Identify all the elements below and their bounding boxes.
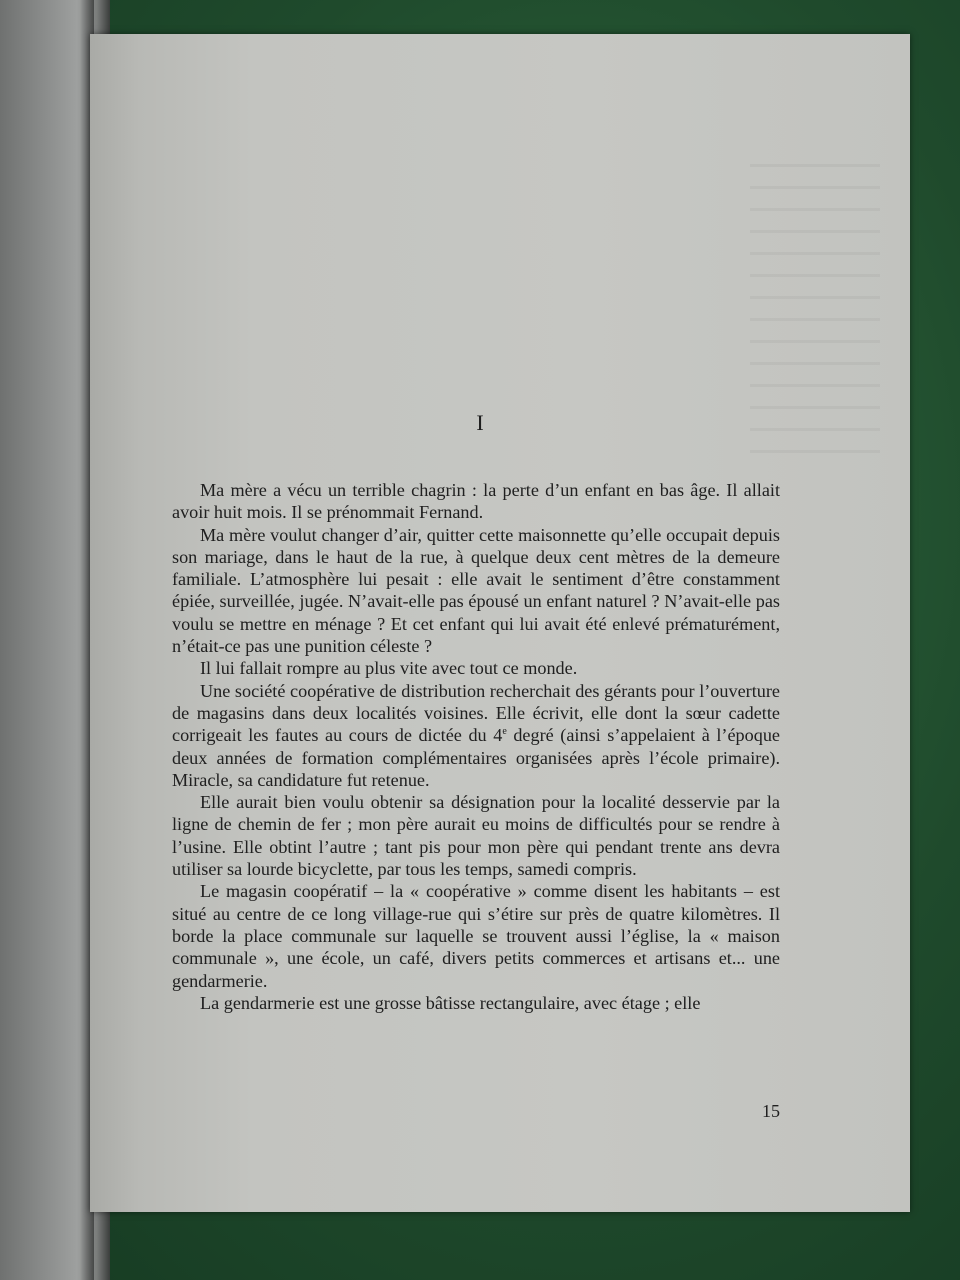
chapter-number: I xyxy=(476,410,484,435)
page-number: 15 xyxy=(762,1101,780,1121)
ordinal-superscript: e xyxy=(502,726,507,738)
body-text xyxy=(172,479,780,1014)
paragraph xyxy=(172,680,780,791)
paragraph: Elle aurait bien voulu obtenir sa désignation pour la localité desservie par la ligne de chemin de fer ; mon père aurait eu moins de difficultés pour se rendre à l’usine. Elle obtint l’autre ; tant pis pour mon père qui pendant trente ans devra utiliser sa lourde bicyclette, par tous les temps, samedi compris. xyxy=(172,792,780,880)
paragraph-text: degré (ainsi s’appelaient à l’époque deux années de formation complémentaires organisées après l’école primaire). Miracle, sa candidature fut retenue. xyxy=(172,725,780,790)
paragraph: Ma mère voulut changer d’air, quitter cette maisonnette qu’elle occupait depuis son mariage, dans le haut de la rue, à quelque deux cent mètres de la demeure familiale. L’atmosphère lui pesait : elle avait le sentiment d’être constamment épiée, surveillée, jugée. N’avait-elle pas épousé un enfant naturel ? N’avait-elle pas voulu se mettre en ménage ? Et cet enfant qui lui avait été enlevé prématurément, n’était-ce pas une punition céleste ? xyxy=(172,524,780,657)
paragraph: La gendarmerie est une grosse bâtisse rectangulaire, avec étage ; elle xyxy=(200,992,701,1013)
paragraph: Le magasin coopératif – la « coopérative » comme disent les habitants – est situé au centre de ce long village-rue qui s’étire sur près de quatre kilomètres. Il borde la place communale sur laquelle se trouvent aussi l’église, la « maison communale », une école, un café, divers petits commerces et artisans et... une gendarmerie. xyxy=(172,881,780,991)
paragraph: Il lui fallait rompre au plus vite avec tout ce monde. xyxy=(200,658,578,679)
paragraph: Ma mère a vécu un terrible chagrin : la perte d’un enfant en bas âge. Il allait avoir huit mois. Il se prénommait Fernand. xyxy=(172,480,780,523)
paragraph-text: Une société coopérative de distribution recherchait des gérants pour l’ouverture de magasins dans deux localités voisines. Elle écrivit, elle dont la sœur cadette corrigeait les fautes au cours de dictée du 4 xyxy=(172,680,780,746)
